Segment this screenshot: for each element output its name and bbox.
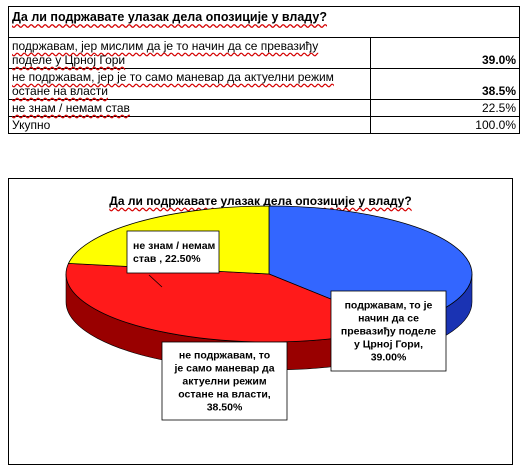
data-label-text: подржавам, то је bbox=[344, 299, 433, 312]
survey-table bbox=[8, 6, 520, 134]
table-row-value: 100.0% bbox=[371, 117, 520, 134]
table-row-label bbox=[9, 69, 371, 100]
data-label-text: начин да се bbox=[358, 312, 419, 325]
row-label-line: подржавам, јер мислим да је то начин да се превазиђу bbox=[12, 39, 319, 53]
data-label-text: у Црној Гори, bbox=[353, 338, 424, 351]
chart-frame bbox=[8, 178, 513, 465]
row-label-line: остане на власти bbox=[12, 84, 108, 98]
table-row bbox=[9, 117, 520, 134]
chart-title-text: Да ли подржавате улазак дела опозиције у владу? bbox=[109, 194, 412, 208]
row-label-line: не знам / немам став bbox=[12, 101, 130, 115]
data-label-text: је само маневар да bbox=[174, 362, 275, 375]
table-row-value: 39.0% bbox=[371, 38, 520, 69]
data-label-text: актуелни режим bbox=[182, 375, 267, 388]
table-row-value: 22.5% bbox=[371, 100, 520, 117]
data-label-text: 39.00% bbox=[370, 351, 407, 364]
data-label-text: остане на власти, bbox=[178, 388, 271, 401]
row-label-line: поделе у Црној Гори bbox=[12, 53, 126, 67]
data-label-text: не подржавам, то bbox=[178, 349, 271, 362]
table-row-label bbox=[9, 38, 371, 69]
table-row bbox=[9, 38, 520, 69]
table-row-label bbox=[9, 100, 371, 117]
row-label-line: не подржавам, јер је то само маневар да актуелни режим bbox=[12, 70, 334, 84]
table-row bbox=[9, 69, 520, 100]
data-label-box bbox=[127, 231, 219, 273]
pie-chart bbox=[9, 179, 514, 466]
data-label-text: 38.50% bbox=[206, 401, 243, 414]
table-header-row bbox=[9, 7, 520, 38]
table-row bbox=[9, 100, 520, 117]
data-label-text: став , 22.50% bbox=[133, 253, 201, 265]
data-label-text: превазиђу поделе bbox=[340, 325, 437, 338]
table-row-label bbox=[9, 117, 371, 134]
data-label-text: не знам / немам bbox=[133, 240, 216, 252]
table-row-value: 38.5% bbox=[371, 69, 520, 100]
table-question bbox=[9, 7, 520, 38]
table-question-text: Да ли подржавате улазак дела опозиције у владу? bbox=[12, 10, 327, 24]
row-label-line: Укупно bbox=[12, 118, 51, 132]
